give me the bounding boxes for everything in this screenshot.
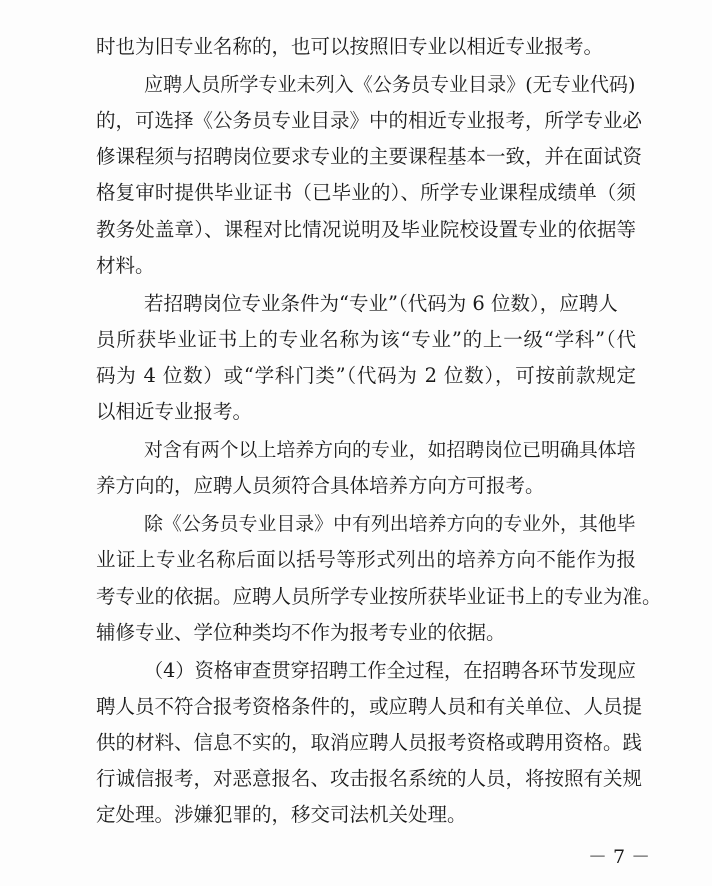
text-line: 业证上专业名称后面以括号等形式列出的培养方向不能作为报 — [96, 548, 636, 571]
text-line: 辅修专业、学位种类均不作为报考专业的依据。 — [96, 621, 506, 644]
text-line: 教务处盖章）、课程对比情况说明及毕业院校设置专业的依据等 — [96, 218, 636, 241]
text-line: 若招聘岗位专业条件为“专业”（代码为 6 位数），应聘人 — [144, 292, 618, 315]
text-line: 对含有两个以上培养方向的专业，如招聘岗位已明确具体培 — [144, 439, 636, 461]
text-line: 考专业的依据。应聘人员所学专业按所获毕业证书上的专业为准。 — [96, 585, 662, 608]
text-line: 的，可选择《公务员专业目录》中的相近专业报考，所学专业必 — [96, 109, 643, 132]
text-line: 时也为旧专业名称的，也可以按照旧专业以相近专业报考。 — [96, 35, 604, 58]
text-line: 养方向的，应聘人员须符合具体培养方向方可报考。 — [96, 474, 545, 497]
text-line: 以相近专业报考。 — [96, 400, 253, 423]
text-line: 除《公务员专业目录》中有列出培养方向的专业外，其他毕 — [144, 513, 636, 535]
text-line: 员所获毕业证书上的专业名称为该“专业”的上一级“学科”（代 — [96, 328, 636, 351]
text-line: 行诚信报考，对恶意报名、攻击报名系统的人员，将按照有关规 — [96, 767, 643, 790]
text-line: （4）资格审查贯穿招聘工作全过程，在招聘各环节发现应 — [144, 659, 636, 682]
text-line: 应聘人员所学专业未列入《公务员专业目录》(无专业代码) — [144, 74, 636, 96]
text-line: 格复审时提供毕业证书（已毕业的）、所学专业课程成绩单（须 — [96, 181, 636, 204]
text-line: 码为 4 位数）或“学科门类”（代码为 2 位数），可按前款规定 — [96, 364, 636, 387]
text-line: 供的材料、信息不实的，取消应聘人员报考资格或聘用资格。践 — [96, 731, 643, 754]
text-line: 材料。 — [96, 254, 155, 277]
text-line: 聘人员不符合报考资格条件的，或应聘人员和有关单位、人员提 — [96, 695, 643, 718]
page-number: － 7 － — [588, 846, 651, 868]
text-line: 定处理。涉嫌犯罪的，移交司法机关处理。 — [96, 803, 467, 826]
text-line: 修课程须与招聘岗位要求专业的主要课程基本一致，并在面试资 — [96, 145, 643, 168]
